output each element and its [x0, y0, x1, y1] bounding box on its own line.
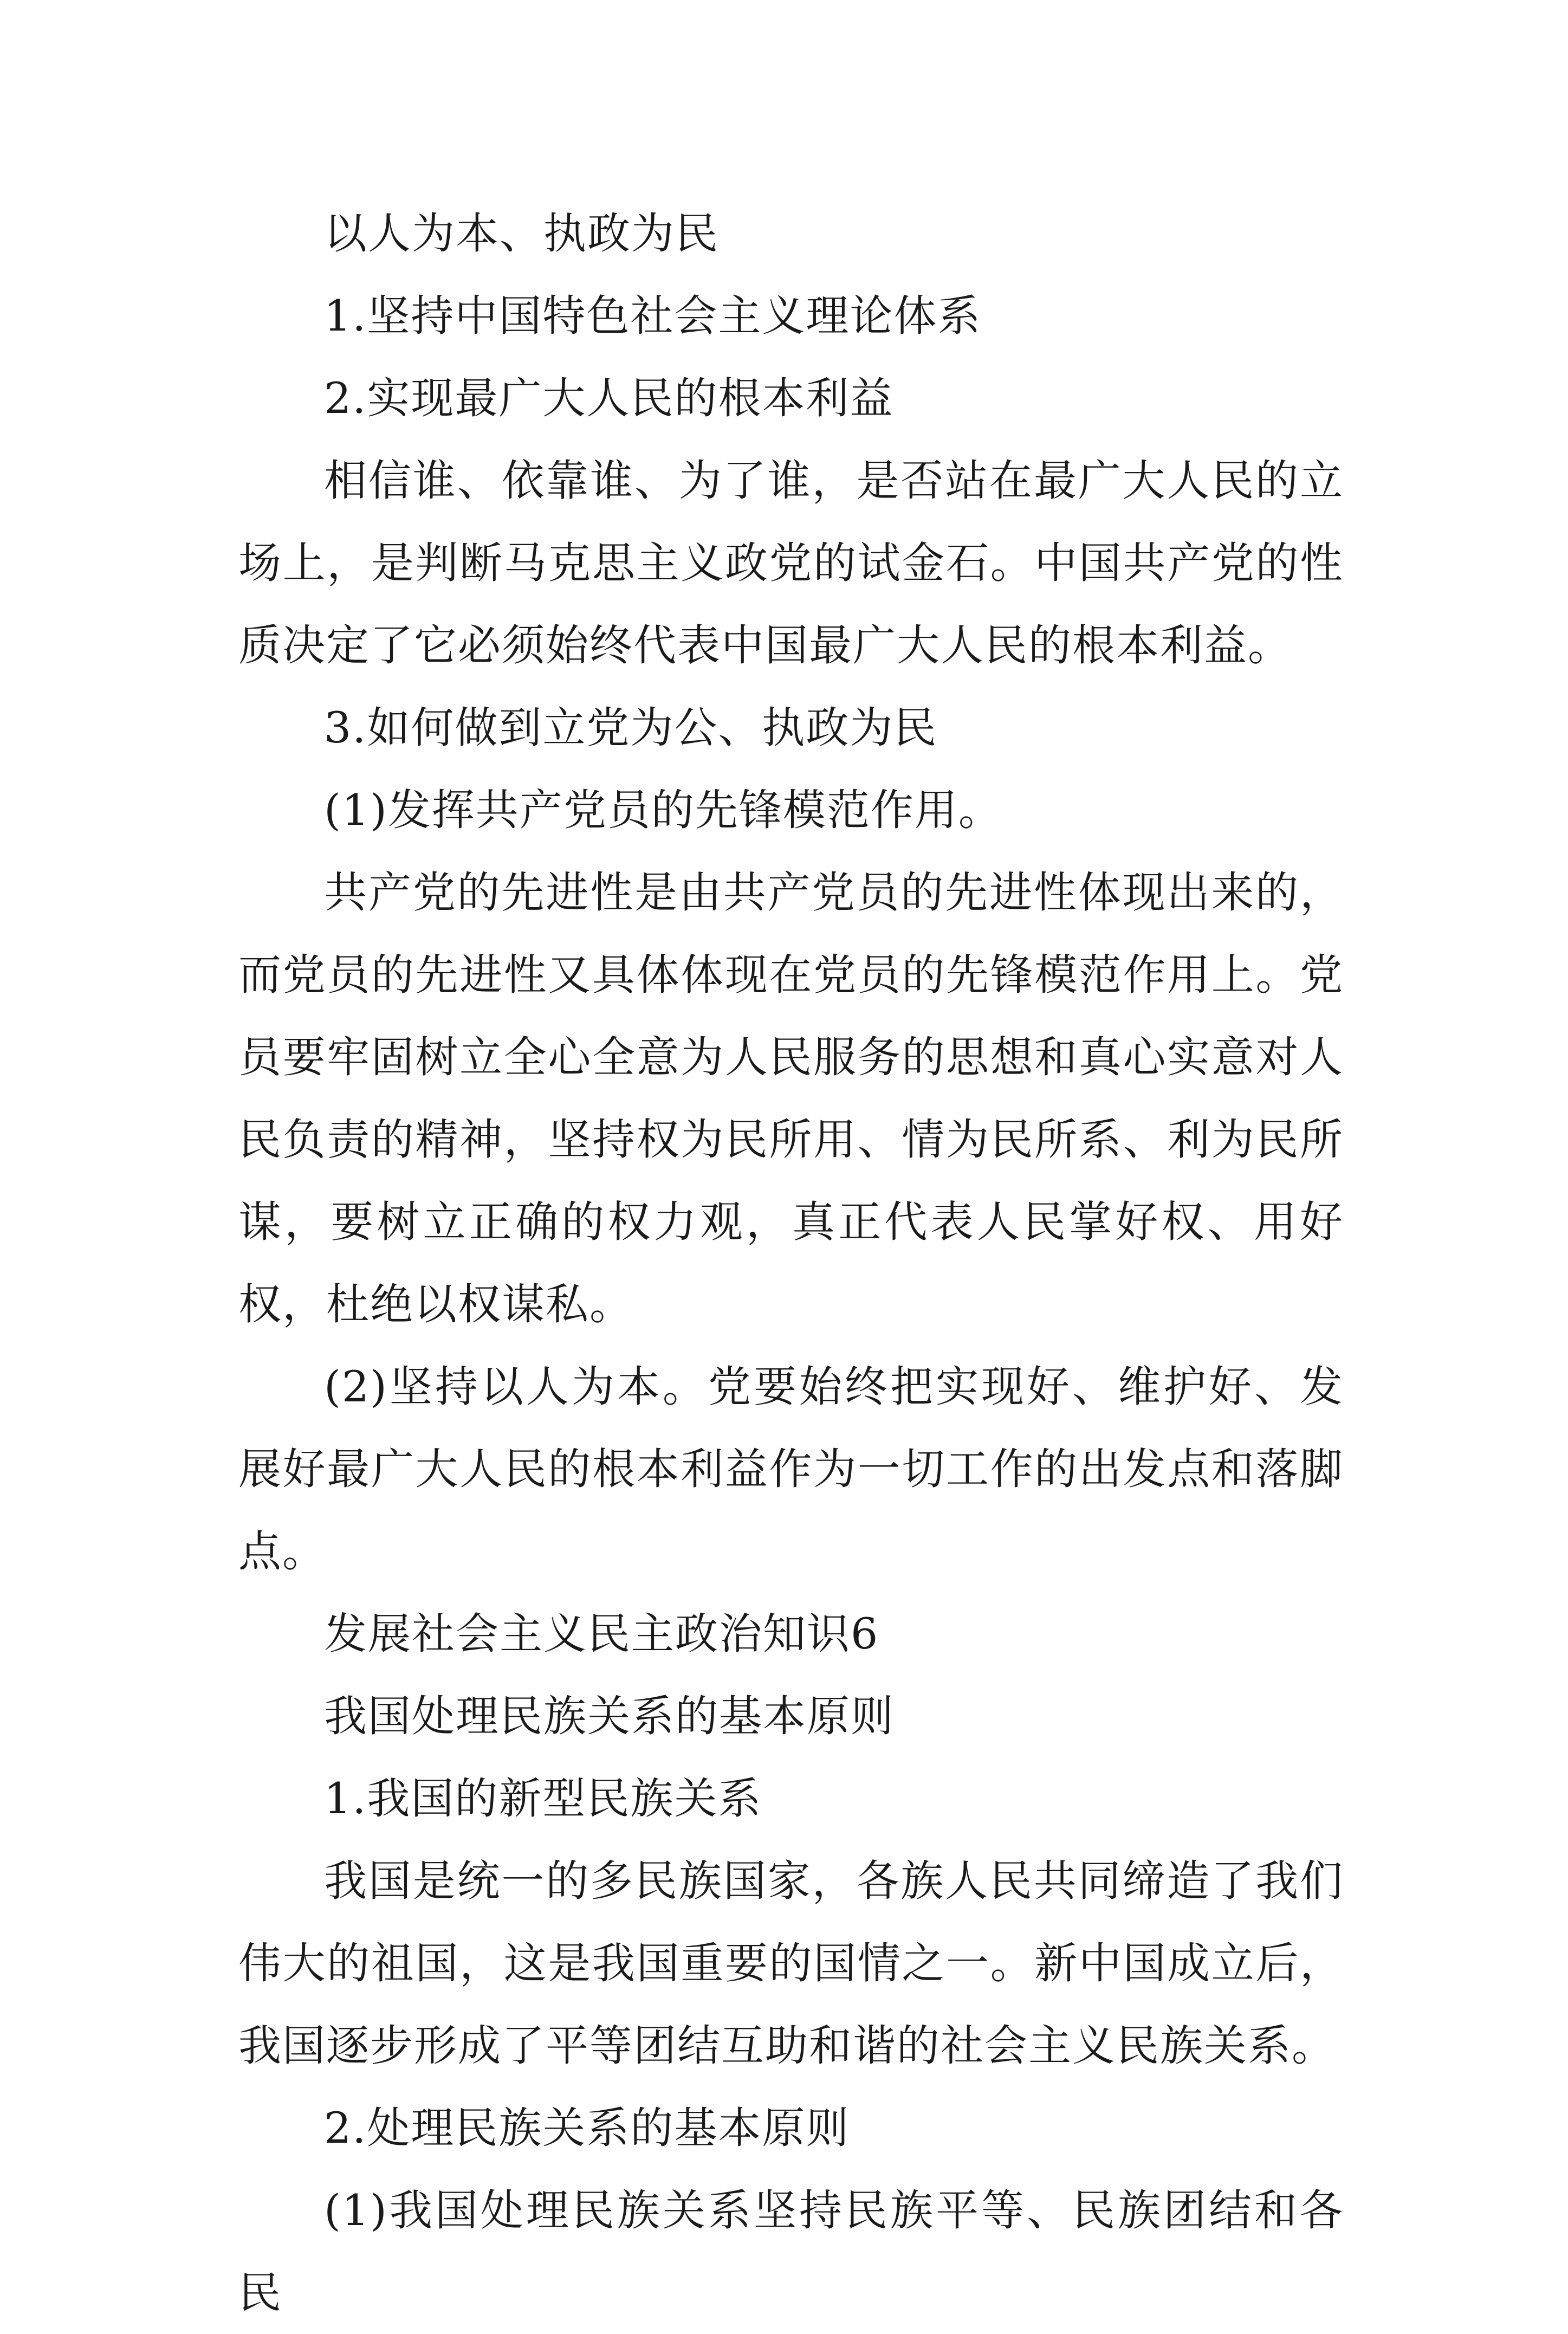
- paragraph-body: (1)我国处理民族关系坚持民族平等、民族团结和各民: [238, 2186, 1344, 2318]
- document-body: [238, 192, 1344, 2334]
- paragraph-body: 共产党的先进性是由共产党员的先进性体现出来的，而党员的先进性又具体体现在党员的先锋模范作用上。党员要牢固树立全心全意为人民服务的思想和真心实意对人民负责的精神，坚持权为民所用、情为民所系、利为民所谋，要树立正确的权力观，真正代表人民掌好权、用好权，杜绝以权谋私。: [238, 868, 1344, 1329]
- paragraph-item: 1.坚持中国特色社会主义理论体系: [324, 291, 982, 341]
- paragraph-item: 2.处理民族关系的基本原则: [324, 2103, 850, 2153]
- paragraph-heading: 以人为本、执政为民: [324, 209, 719, 258]
- paragraph-item: 1.我国的新型民族关系: [324, 1774, 762, 1824]
- paragraph-body: (2)坚持以人为本。党要始终把实现好、维护好、发展好最广大人民的根本利益作为一切工作的出发点和落脚点。: [238, 1362, 1344, 1576]
- paragraph-item: 2.实现最广大人民的根本利益: [324, 373, 894, 423]
- paragraph-heading: 发展社会主义民主政治知识6: [324, 1609, 879, 1659]
- paragraph-body: 相信谁、依靠谁、为了谁，是否站在最广大人民的立场上，是判断马克思主义政党的试金石。中国共产党的性质决定了它必须始终代表中国最广大人民的根本利益。: [238, 456, 1344, 670]
- paragraph-heading: 我国处理民族关系的基本原则: [324, 1691, 895, 1741]
- paragraph-body: 我国是统一的多民族国家，各族人民共同缔造了我们伟大的祖国，这是我国重要的国情之一。新中国成立后，我国逐步形成了平等团结互助和谐的社会主义民族关系。: [238, 1856, 1344, 2071]
- paragraph-item: 3.如何做到立党为公、执政为民: [324, 703, 938, 753]
- paragraph-item: (1)发挥共产党员的先锋模范作用。: [324, 785, 1002, 835]
